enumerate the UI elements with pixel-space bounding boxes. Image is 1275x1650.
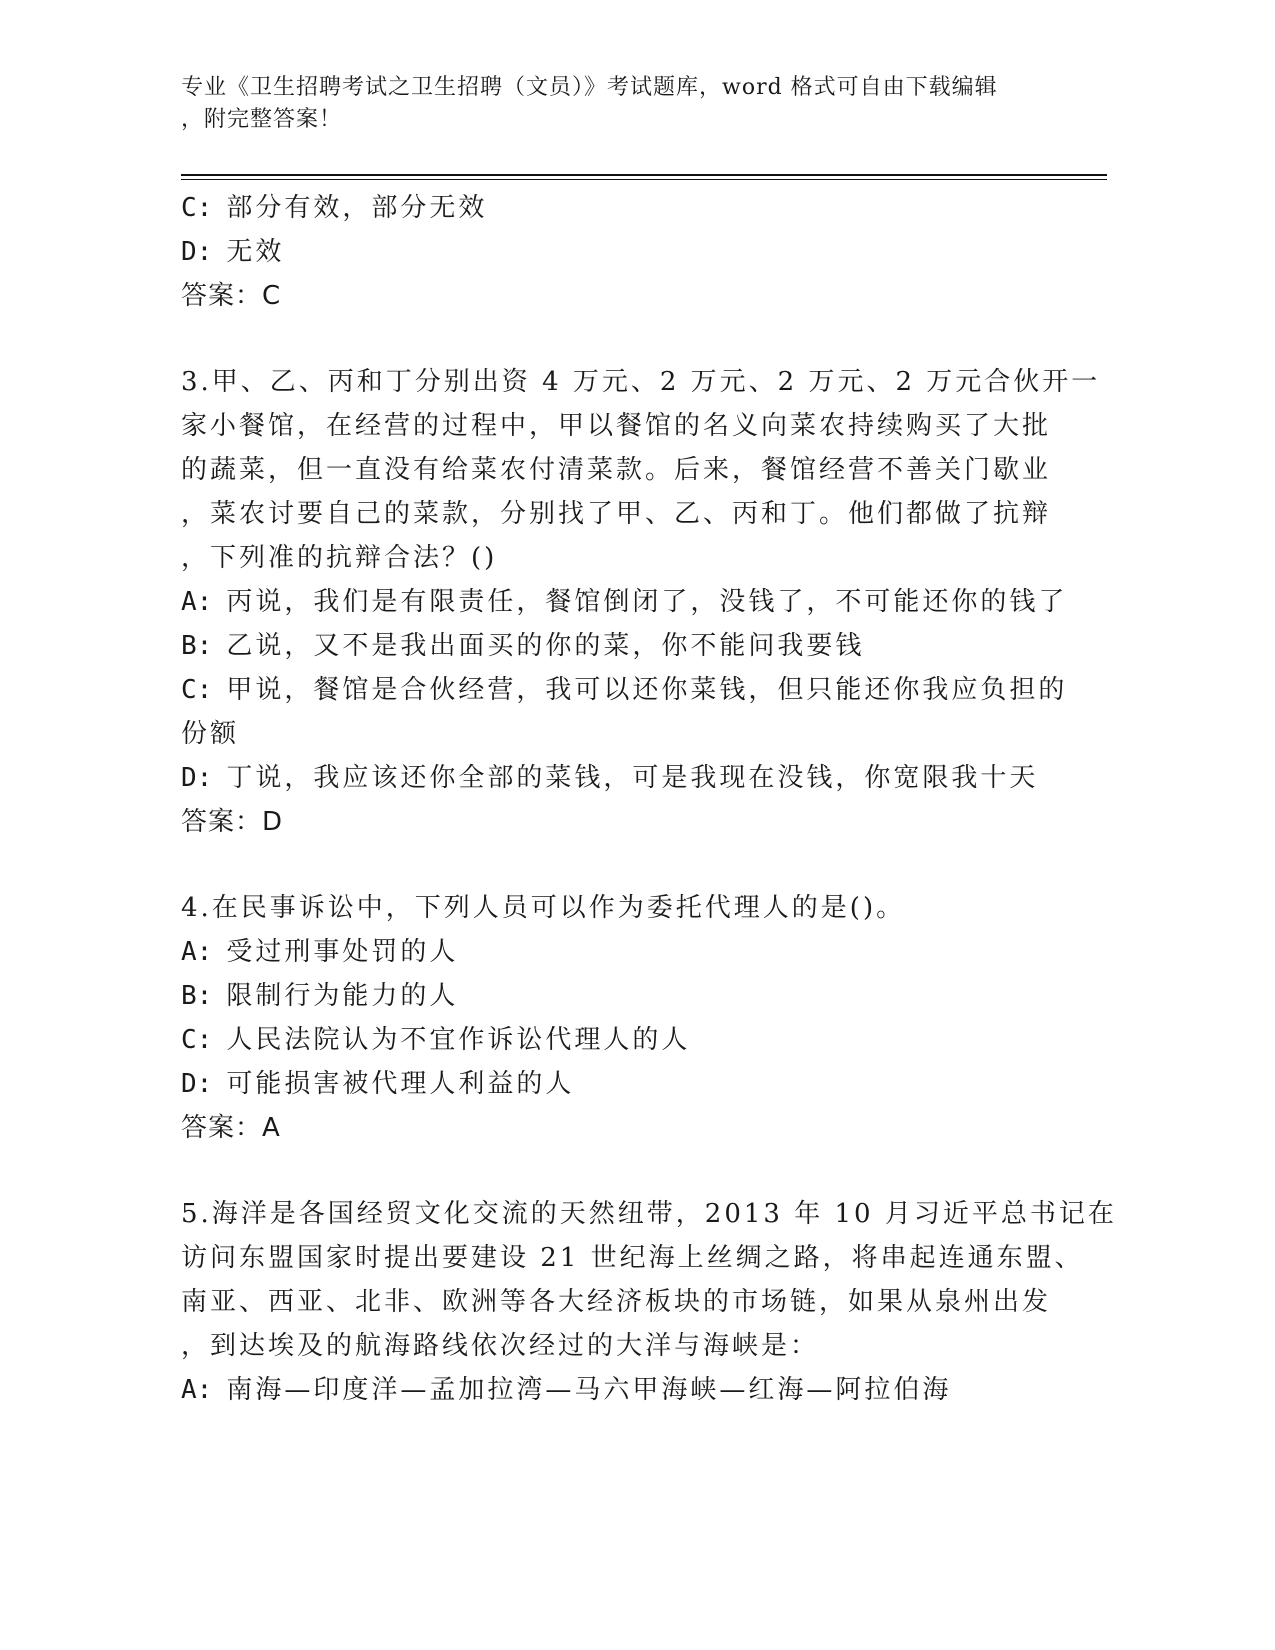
option-text: 乙说，又不是我出面买的你的菜，你不能问我要钱 [226,631,865,661]
option-label: B: [181,981,213,1011]
question-gap [181,318,1081,360]
question-4 [181,886,1081,1150]
option-label: A: [181,937,213,967]
option-text: 部分有效，部分无效 [226,193,488,223]
header-rule-thick [181,174,1107,176]
answer-line: 答案：D [181,807,284,837]
option-line [181,756,1081,800]
option-label: C: [181,675,213,705]
option-line [181,186,1081,230]
option-line [181,580,1081,624]
question-stem-line: ，到达埃及的航海路线依次经过的大洋与海峡是： [181,1331,820,1361]
answer-line: 答案：A [181,1113,281,1143]
question-2-tail [181,186,1081,318]
question-stem-line: 3.甲、乙、丙和丁分别出资 4 万元、2 万元、2 万元、2 万元合伙开一 [181,367,1101,397]
option-line [181,1062,1081,1106]
document-header [181,72,1061,136]
option-text: 甲说，餐馆是合伙经营，我可以还你菜钱，但只能还你我应负担的 [226,675,1068,705]
question-stem-line: 南亚、西亚、北非、欧洲等各大经济板块的市场链，如果从泉州出发 [181,1287,1052,1317]
option-text: 份额 [181,719,240,749]
question-stem-line: 访问东盟国家时提出要建设 21 世纪海上丝绸之路，将串起连通东盟、 [181,1243,1084,1273]
header-line-2: ，附完整答案！ [181,107,343,132]
option-continuation-line [181,712,1081,756]
option-label: B: [181,631,213,661]
answer-line: 答案：C [181,281,282,311]
option-line [181,974,1081,1018]
option-label: D: [181,1069,213,1099]
option-line [181,668,1081,712]
option-label: C: [181,193,213,223]
question-stem-line: ，下列准的抗辩合法？() [181,543,498,573]
question-gap [181,1150,1081,1192]
question-stem-line: 的蔬菜，但一直没有给菜农付清菜款。后来，餐馆经营不善关门歇业 [181,455,1052,485]
option-text: 限制行为能力的人 [226,981,459,1011]
option-line [181,1018,1081,1062]
option-line [181,230,1081,274]
option-text: 丁说，我应该还你全部的菜钱，可是我现在没钱，你宽限我十天 [226,763,1039,793]
option-label: A: [181,1375,213,1405]
option-text: 南海—印度洋—孟加拉湾—马六甲海峡—红海—阿拉伯海 [226,1375,952,1405]
header-rule-thin [181,179,1107,180]
question-3 [181,360,1101,844]
option-line [181,1368,1081,1412]
question-stem-line: ，菜农讨要自己的菜款，分别找了甲、乙、丙和丁。他们都做了抗辩 [181,499,1052,529]
option-line [181,624,1081,668]
option-text: 无效 [226,237,285,267]
option-label: D: [181,763,213,793]
question-content [181,186,1117,1412]
option-text: 人民法院认为不宜作诉讼代理人的人 [226,1025,691,1055]
option-label: A: [181,587,213,617]
header-line-1: 专业《卫生招聘考试之卫生招聘（文员）》考试题库，word 格式可自由下载编辑 [181,75,998,100]
option-label: D: [181,237,213,267]
option-text: 丙说，我们是有限责任，餐馆倒闭了，没钱了，不可能还你的钱了 [226,587,1068,617]
option-text: 受过刑事处罚的人 [226,937,459,967]
question-gap [181,844,1081,886]
question-stem-line: 4.在民事诉讼中，下列人员可以作为委托代理人的是()。 [181,893,906,923]
option-line [181,930,1081,974]
question-5 [181,1192,1117,1412]
question-stem-line: 5.海洋是各国经贸文化交流的天然纽带，2013 年 10 月习近平总书记在 [181,1199,1117,1229]
option-label: C: [181,1025,213,1055]
option-text: 可能损害被代理人利益的人 [226,1069,575,1099]
question-stem-line: 家小餐馆，在经营的过程中，甲以餐馆的名义向菜农持续购买了大批 [181,411,1052,441]
